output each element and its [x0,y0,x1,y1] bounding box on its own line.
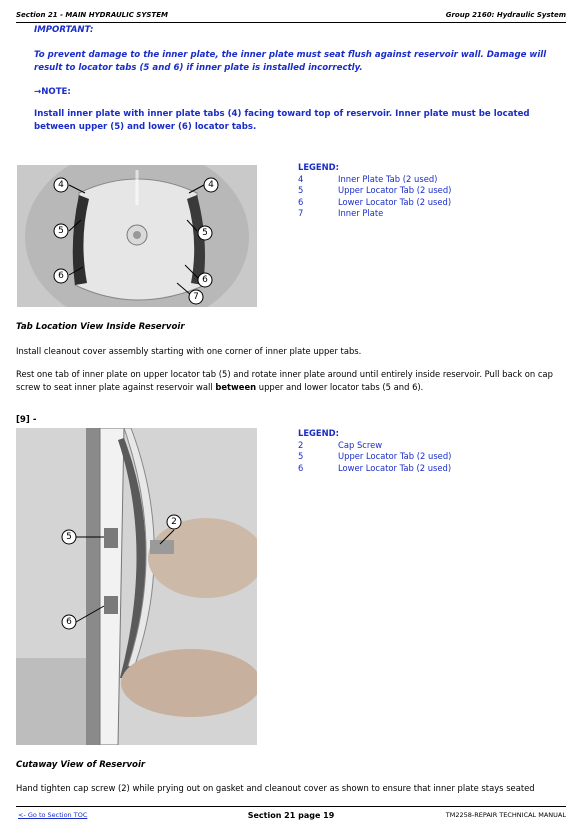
instruction-paragraph-2: Rest one tab of inner plate on upper locator tab (5) and rotate inner plate around until entirely inside reservoir. Pull back on cap screw to seat inner plate against reservoir wall between upper and lower locator tabs (5 and 6). [16,369,553,392]
final-instruction: Hand tighten cap screw (2) while prying out on gasket and cleanout cover as shown to ensure that inner plate stays seated [16,783,535,793]
step-number: [9] - [16,415,37,425]
legend-row: 2 Cap Screw [298,439,383,450]
legend-row: 4 Inner Plate Tab (2 used) [298,173,438,184]
figure1-caption: Tab Location View Inside Reservoir [16,322,185,332]
callout-5 [62,530,76,544]
header-group-title: Group 2160: Hydraulic System [445,11,566,19]
callout-6 [62,615,76,629]
svg-text:6: 6 [66,617,72,627]
callout-6-left [54,269,68,283]
legend-row: 5 Upper Locator Tab (2 used) [298,451,452,461]
go-to-section-toc-link[interactable]: <- Go to Section TOC [18,811,88,819]
svg-text:5: 5 [58,226,64,236]
svg-text:2: 2 [171,517,177,527]
svg-text:4: 4 [208,180,214,190]
svg-text:7: 7 [193,292,199,302]
legend-title: LEGEND: [298,428,339,438]
important-label: IMPORTANT: [34,25,94,35]
callout-2 [167,515,181,529]
figure2-callouts [16,428,257,745]
legend-title: LEGEND: [298,162,339,172]
callout-5-left [54,224,68,238]
svg-text:5: 5 [202,228,208,238]
figure2-legend [298,428,451,474]
svg-text:6: 6 [58,271,64,281]
page-number: Section 21 page 19 [247,811,335,820]
figure2-caption: Cutaway View of Reservoir [16,760,146,770]
callout-6-right [198,273,212,287]
instruction-paragraph-1: Install cleanout cover assembly starting with one corner of inner plate upper tabs. [16,346,362,356]
note-text: Install inner plate with inner plate tabs (4) facing toward top of reservoir. Inner plate must be located between upper (5) and lower (6) locator tabs. [34,109,530,132]
callout-5-right [198,226,212,240]
note-label: →NOTE: [34,87,71,97]
figure-reservoir-cutaway-photo [16,428,257,745]
svg-text:4: 4 [58,180,64,190]
manual-title: TM2258-REPAIR TECHNICAL MANUAL [445,811,566,819]
callout-4-right [204,178,218,192]
callout-7 [189,290,203,304]
header-section-title: Section 21 - MAIN HYDRAULIC SYSTEM [16,11,168,19]
legend-row: 7 Inner Plate [298,208,384,218]
legend-row: 6 Lower Locator Tab (2 used) [298,462,452,473]
figure1-legend [298,162,451,220]
figure-inner-plate-photo [17,165,257,307]
figure1-callouts [17,165,257,307]
svg-text:6: 6 [202,275,208,285]
header-divider [16,22,566,23]
svg-text:5: 5 [66,532,72,542]
callout-4-left [54,178,68,192]
legend-row: 5 Upper Locator Tab (2 used) [298,185,452,195]
legend-row: 6 Lower Locator Tab (2 used) [298,196,452,207]
footer-divider [16,806,566,807]
important-text: To prevent damage to the inner plate, the inner plate must seat flush against reservoir wall. Damage will result to locator tabs (5 and 6) if inner plate is installed incorrectly. [34,50,547,73]
